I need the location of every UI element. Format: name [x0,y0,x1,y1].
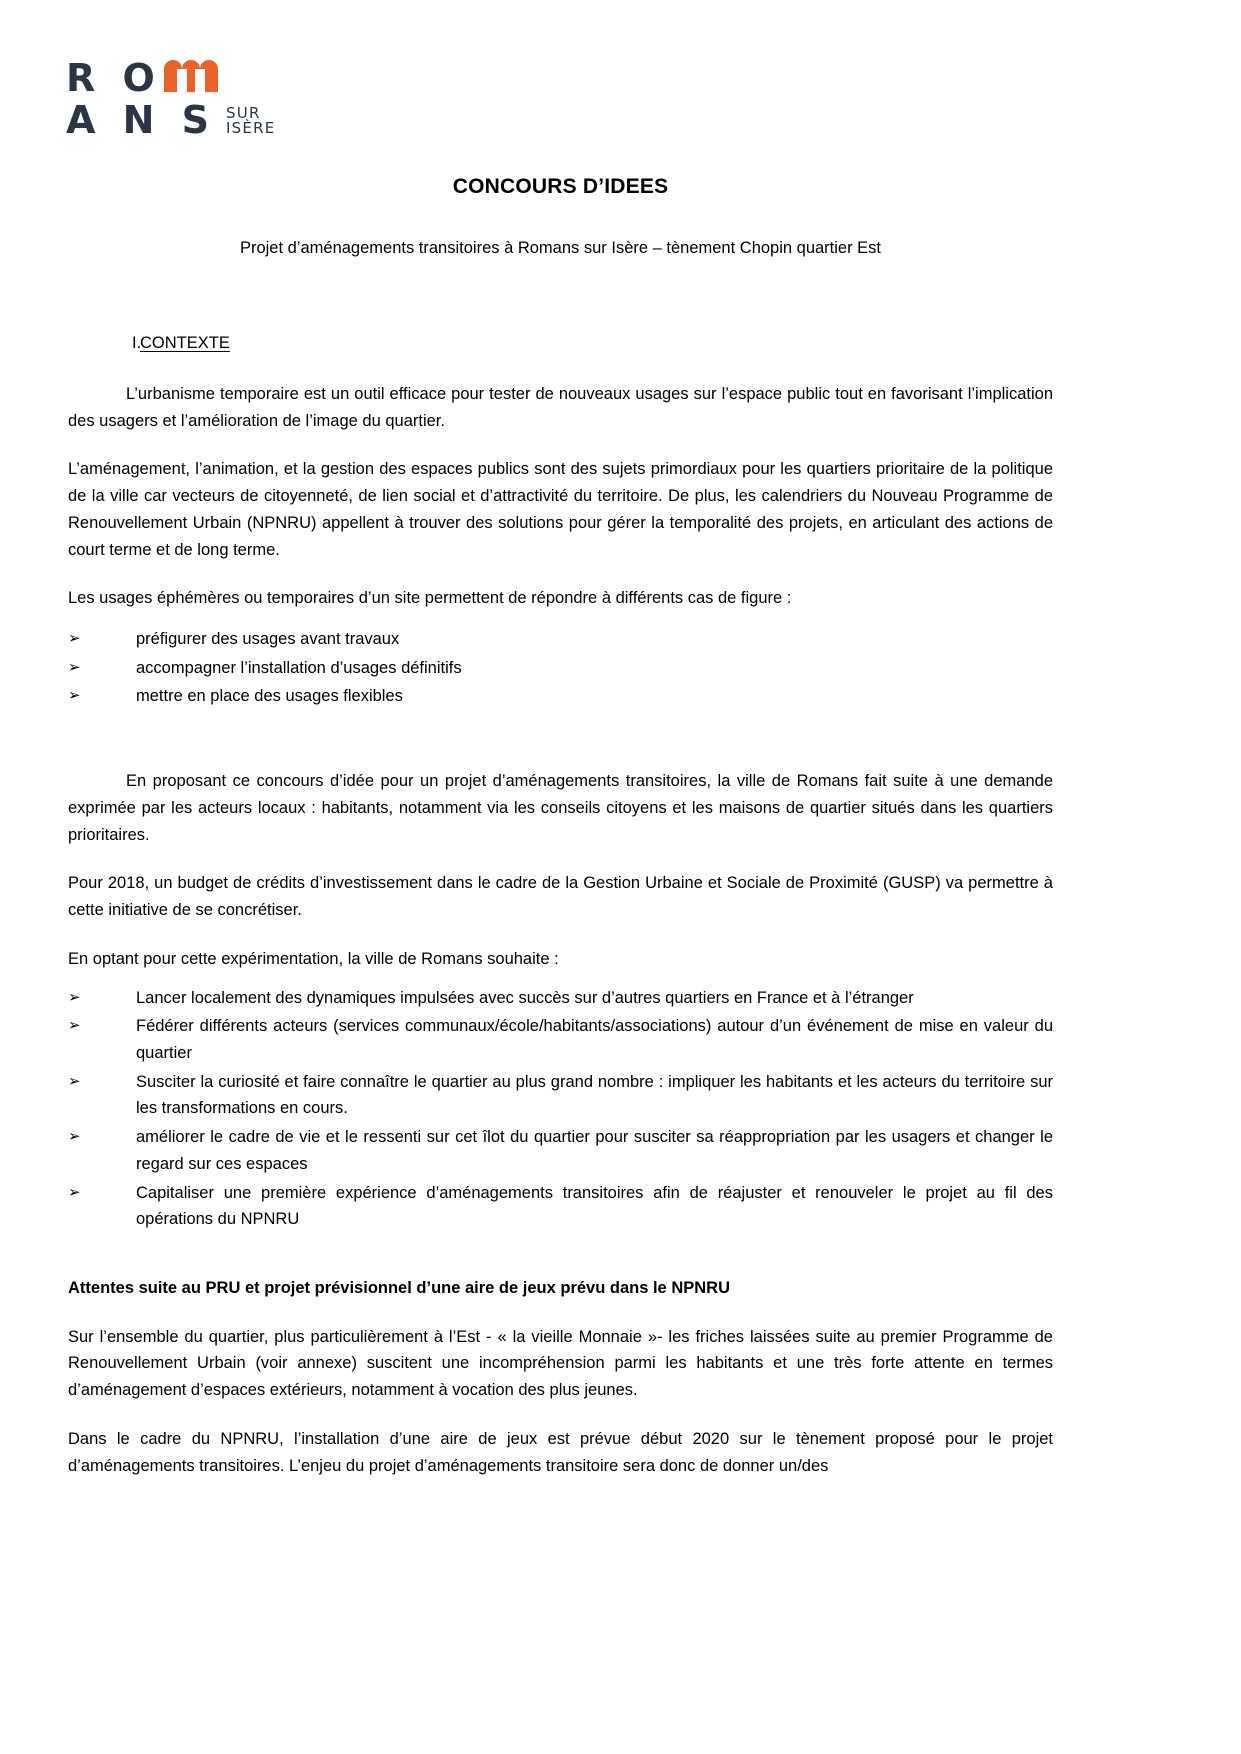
arrow-bullet-icon: ➢ [68,1127,81,1146]
paragraph-5: Pour 2018, un budget de crédits d’investissement dans le cadre de la Gestion Urbaine et Sociale de Proximité (GUSP) va permettre à cette initiative de se concrétiser. [68,874,1053,920]
page-subtitle: Projet d’aménagements transitoires à Romans sur Isère – tènement Chopin quartier Est [239,239,882,257]
list-item [68,1013,1053,1066]
subsection-heading-attentes: Attentes suite au PRU et projet prévisionnel d’une aire de jeux prévu dans le NPNRU [68,1278,730,1297]
paragraph-1: L’urbanisme temporaire est un outil efficace pour tester de nouveaux usages sur l’espace public tout en favorisant l’implication des usagers et l’amélioration de l’image du quartier. [68,385,1053,430]
list-item [68,1180,1053,1233]
logo-line-2 [66,98,296,142]
logo-text-ro: R O [66,56,162,100]
arrow-bullet-icon: ➢ [68,1182,81,1201]
document-body [68,160,1053,1479]
logo-arches-icon [164,52,236,96]
paragraph-4: En proposant ce concours d’idée pour un projet d’aménagements transitoires, la ville de Romans fait suite à une demande exprimée par les acteurs locaux : habitants, notamment via les conseils citoyens et les maisons de quartier situés dans les quartiers prioritaires. [68,772,1053,844]
paragraph-6: En optant pour cette expérimentation, la ville de Romans souhaite : [68,949,559,968]
list-item-text: Lancer localement des dynamiques impulsées avec succès sur d’autres quartiers en France et à l’étranger [136,988,914,1007]
section-label: CONTEXTE [140,334,230,352]
paragraph-2: L’aménagement, l’animation, et la gestion des espaces publics sont des sujets primordiaux pour les quartiers prioritaire de la politique de la ville car vecteurs de citoyenneté, de lien social et d’attractivité du territoire. De plus, les calendriers du Nouveau Programme de Renouvellement Urbain (NPNRU) appellent à trouver des solutions pour gérer la temporalité des projets, en articulant des actions de court terme et de long terme. [68,460,1053,559]
section-heading-contexte [68,334,1053,353]
arrow-bullet-icon: ➢ [68,629,81,648]
bullet-list-1 [68,626,1053,710]
logo-text-sur: SUR [226,103,261,122]
list-item [68,655,1053,682]
list-item-text: Susciter la curiosité et faire connaître le quartier au plus grand nombre : impliquer les habitants et les acteurs du territoire sur les transformations en cours. [136,1072,1053,1118]
logo-subtitle [226,103,276,138]
list-item [68,626,1053,653]
logo-line-1 [66,52,296,100]
list-item [68,1069,1053,1122]
list-item-text: accompagner l’installation d’usages définitifs [136,658,462,677]
arrow-bullet-icon: ➢ [68,987,81,1006]
logo-text-isere: ISÈRE [226,119,276,138]
list-item-text: mettre en place des usages flexibles [136,687,403,706]
vertical-spacer [68,712,1053,746]
list-item-text: Fédérer différents acteurs (services communaux/école/habitants/associations) autour d’un événement de mise en valeur du quartier [136,1017,1053,1062]
arrow-bullet-icon: ➢ [68,657,81,676]
list-item-text: améliorer le cadre de vie et le ressenti sur cet îlot du quartier pour susciter sa réappropriation par les usagers et changer le regard sur ces espaces [136,1128,1053,1173]
arrow-bullet-icon: ➢ [68,686,81,705]
list-item-text: Capitaliser une première expérience d’aménagements transitoires afin de réajuster et renouveler le projet au fil des opérations du NPNRU [136,1183,1053,1229]
list-item [68,683,1053,710]
list-item [68,1124,1053,1177]
paragraph-7: Sur l’ensemble du quartier, plus particulièrement à l’Est - « la vieille Monnaie »- les friches laissées suite au premier Programme de Renouvellement Urbain (voir annexe) suscitent une incompréhension parmi les habitants et une très forte attente en termes d’aménagement d’espaces extérieurs, notamment à vocation des plus jeunes. [68,1327,1053,1400]
paragraph-3: Les usages éphémères ou temporaires d’un site permettent de répondre à différents cas de figure : [68,589,792,608]
list-item-text: préfigurer des usages avant travaux [136,630,400,649]
arrow-bullet-icon: ➢ [68,1016,81,1035]
page-title: CONCOURS D’IDEES [452,175,669,198]
logo-text-ans: A N S [66,98,217,142]
bullet-list-2 [68,985,1053,1233]
paragraph-8: Dans le cadre du NPNRU, l’installation d’une aire de jeux est prévue début 2020 sur le tènement proposé pour le projet d’aménagements transitoires. L’enjeu du projet d’aménagements transitoire sera donc de donner un/des [68,1429,1053,1475]
list-item [68,985,1053,1012]
arrow-bullet-icon: ➢ [68,1071,81,1090]
section-number: I. [132,334,142,352]
romans-sur-isere-logo [66,52,296,162]
